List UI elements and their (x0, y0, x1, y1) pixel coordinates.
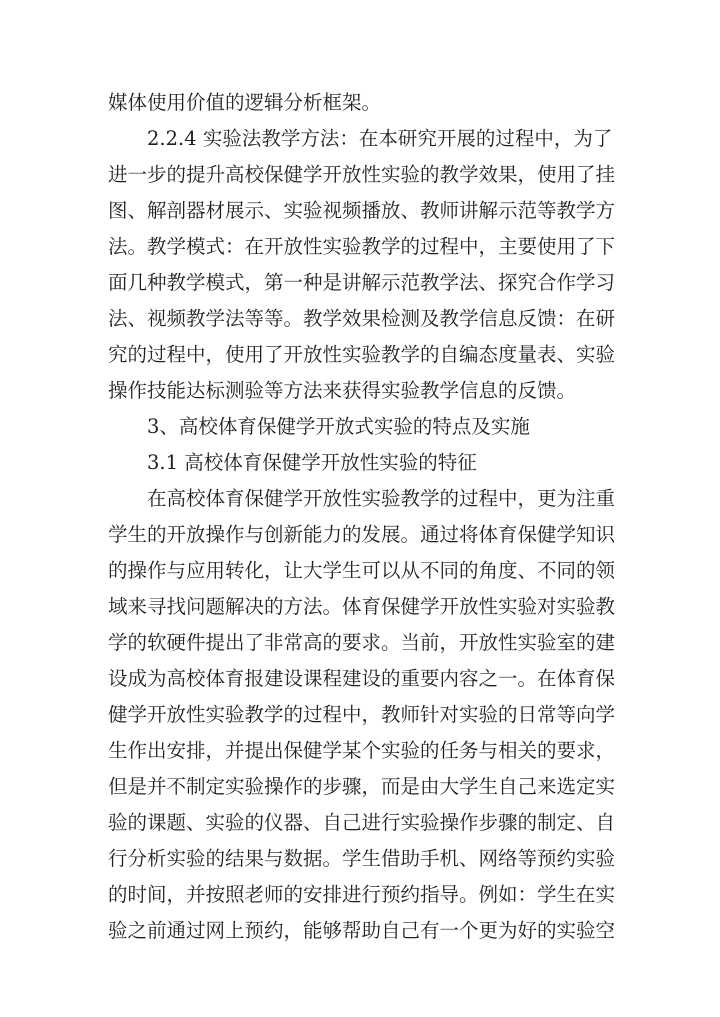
text-line-18: 健学开放性实验教学的过程中，教师针对实验的日常等向学 (108, 703, 616, 726)
text-line-23: 的时间，并按照老师的安排进行预约指导。例如：学生在实 (108, 883, 616, 906)
text-line-15: 域来寻找问题解决的方法。体育保健学开放性实验对实验教 (108, 595, 616, 618)
text-line-22: 行分析实验的结果与数据。学生借助手机、网络等预约实验 (108, 847, 616, 870)
text-line-14: 的操作与应用转化，让大学生可以从不同的角度、不同的领 (108, 559, 616, 582)
text-line-24: 验之前通过网上预约，能够帮助自己有一个更为好的实验空 (108, 919, 616, 942)
text-line-19: 生作出安排，并提出保健学某个实验的任务与相关的要求， (108, 739, 616, 762)
text-line-1: 媒体使用价值的逻辑分析框架。 (108, 91, 382, 114)
text-line-20: 但是并不制定实验操作的步骤，而是由大学生自己来选定实 (108, 775, 616, 798)
text-line-2: 2.2.4 实验法教学方法：在本研究开展的过程中，为了 (147, 127, 613, 150)
section-heading: 3、高校体育保健学开放式实验的特点及实施 (147, 415, 530, 438)
text-line-9: 操作技能达标测验等方法来获得实验教学信息的反馈。 (108, 379, 577, 402)
text-line-6: 面几种教学模式，第一种是讲解示范教学法、探究合作学习 (108, 271, 616, 294)
text-line-7: 法、视频教学法等等。教学效果检测及教学信息反馈：在研 (108, 307, 616, 330)
text-line-8: 究的过程中，使用了开放性实验教学的自编态度量表、实验 (108, 343, 616, 366)
text-line-17: 设成为高校体育报建设课程建设的重要内容之一。在体育保 (108, 667, 616, 690)
text-line-16: 学的软硬件提出了非常高的要求。当前，开放性实验室的建 (108, 631, 616, 654)
text-line-5: 法。教学模式：在开放性实验教学的过程中，主要使用了下 (108, 235, 616, 258)
text-line-13: 学生的开放操作与创新能力的发展。通过将体育保健学知识 (108, 523, 616, 546)
text-line-21: 验的课题、实验的仪器、自己进行实验操作步骤的制定、自 (108, 811, 616, 834)
subsection-heading: 3.1 高校体育保健学开放性实验的特征 (147, 451, 477, 474)
text-line-12: 在高校体育保健学开放性实验教学的过程中，更为注重 (147, 487, 616, 510)
text-line-4: 图、解剖器材展示、实验视频播放、教师讲解示范等教学方 (108, 199, 616, 222)
text-line-3: 进一步的提升高校保健学开放性实验的教学效果，使用了挂 (108, 163, 616, 186)
